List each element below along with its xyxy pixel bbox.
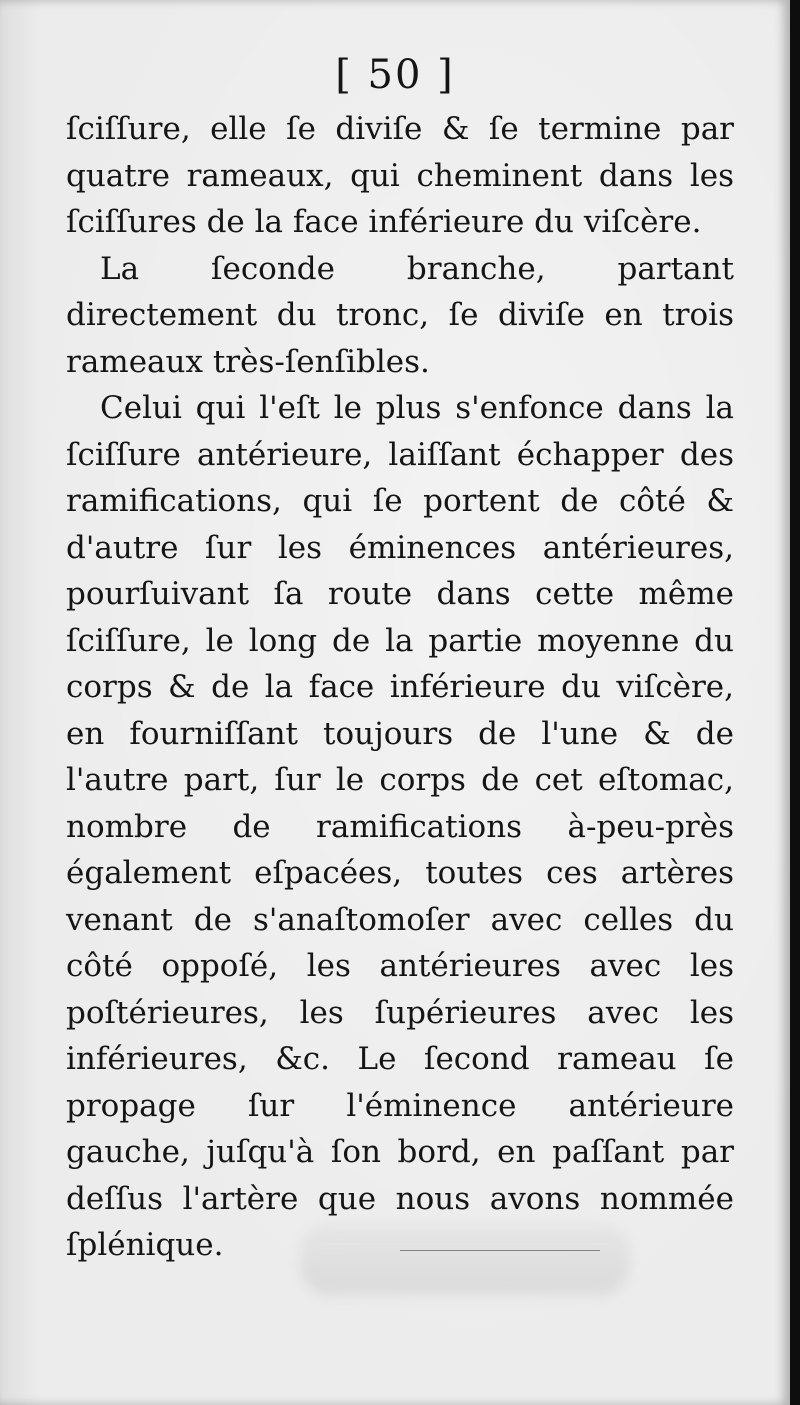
paragraph-1: ſciſſure, elle ſe diviſe & ſe termine par quatre rameaux, qui cheminent dans les ſciſſures de la face inférieure du viſcère. [66, 111, 734, 240]
end-rule [400, 1250, 600, 1251]
paragraph-2: La ſeconde branche, partant directement du tronc, ſe diviſe en trois rameaux très-ſenſibles. [66, 250, 734, 380]
page-number: [ 50 ] [335, 52, 455, 98]
scan-edge [790, 0, 800, 1405]
paragraph-3: Celui qui l'eſt le plus s'enfonce dans la ſciſſure antérieure, laiſſant échapper des ramifications, qui ſe portent de côté & d'autre ſur les éminences antérieures, pourſuivant ſa route dans cette même ſciſſure, le long de la partie moyenne du corps & de la face inférieure du viſcère, en fourniſſant toujours de l'une & de l'autre part, ſur le corps de cet eſtomac, nombre de ramifications à-peu-près également eſpacées, toutes ces artères venant de s'anaſtomoſer avec celles du côté oppoſé, les antérieures avec les poſtérieures, les ſupérieures avec les inférieures, &c. Le ſecond rameau ſe propage ſur l'éminence antérieure gauche, juſqu'à ſon bord, en paſſant par deſſus l'artère que nous avons nommée ſplénique. [66, 390, 734, 1263]
body-text [66, 106, 734, 1269]
